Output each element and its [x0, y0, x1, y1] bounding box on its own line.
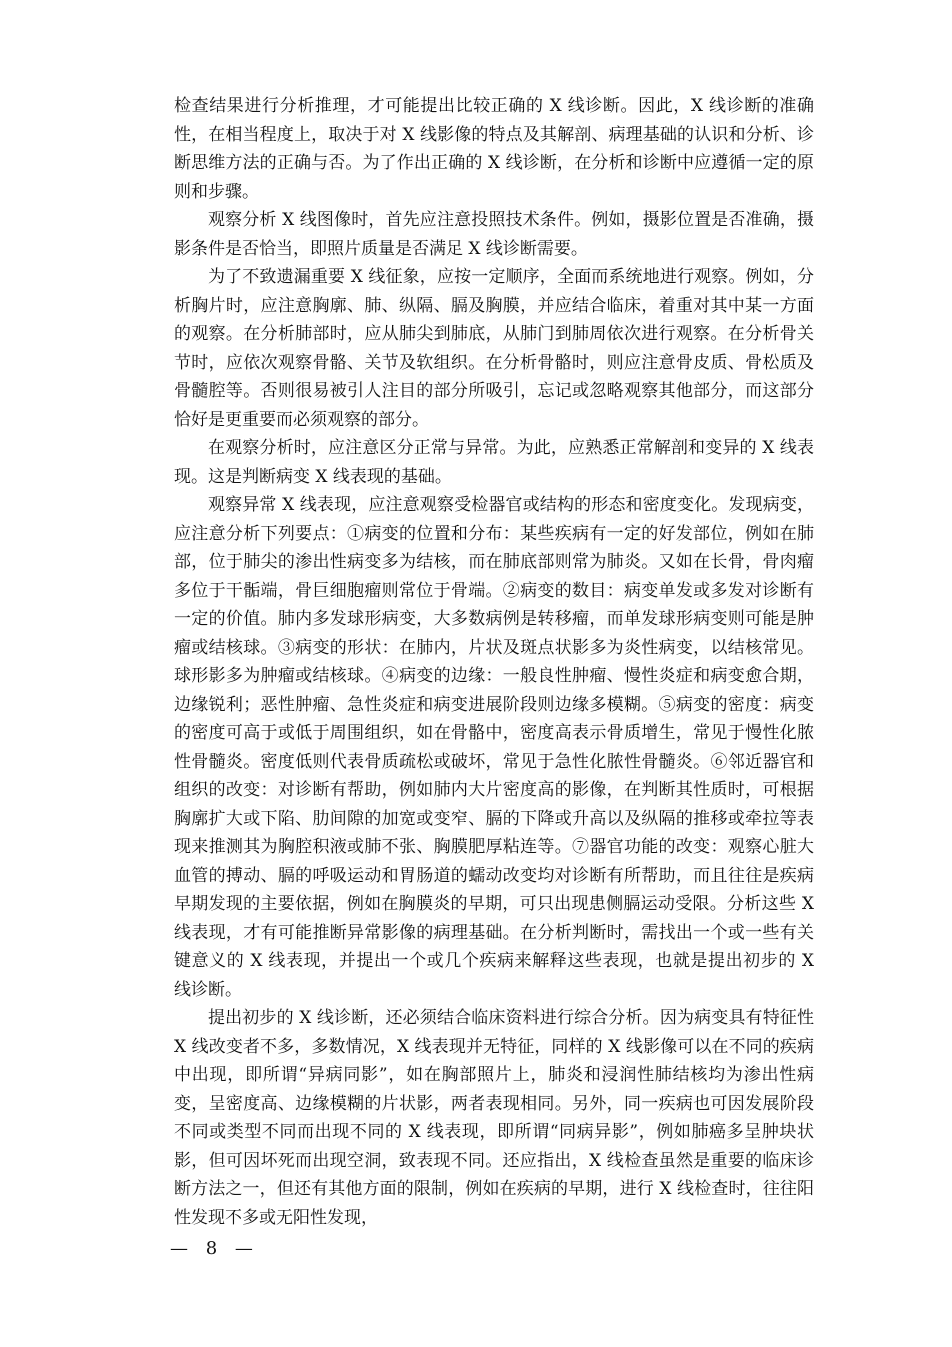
document-body	[174, 92, 814, 1232]
paragraph-systematic-observation: 为了不致遗漏重要 X 线征象，应按一定顺序，全面而系统地进行观察。例如，分析胸片时，应注意胸廓、肺、纵隔、膈及胸膜，并应结合临床，着重对其中某一方面的观察。在分析肺部时，应从肺尖到肺底，从肺门到肺周依次进行观察。在分析骨关节时，应依次观察骨骼、关节及软组织。在分析骨骼时，则应注意骨皮质、骨松质及骨髓腔等。否则很易被引人注目的部分所吸引，忘记或忽略观察其他部分，而这部分恰好是更重要而必须观察的部分。	[174, 267, 814, 430]
page-number: — 8 —	[170, 1238, 259, 1259]
paragraph-abnormal-findings: 观察异常 X 线表现，应注意观察受检器官或结构的形态和密度变化。发现病变，应注意分析下列要点：①病变的位置和分布：某些疾病有一定的好发部位，例如在肺部，位于肺尖的渗出性病变多为结核，而在肺底部则常为肺炎。又如在长骨，骨肉瘤多位于干骺端，骨巨细胞瘤则常位于骨端。②病变的数目：病变单发或多发对诊断有一定的价值。肺内多发球形病变，大多数病例是转移瘤，而单发球形病变则可能是肿瘤或结核球。③病变的形状：在肺内，片状及斑点状影多为炎性病变，以结核常见。球形影多为肿瘤或结核球。④病变的边缘：一般良性肿瘤、慢性炎症和病变愈合期，边缘锐利；恶性肿瘤、急性炎症和病变进展阶段则边缘多模糊。⑤病变的密度：病变的密度可高于或低于周围组织，如在骨骼中，密度高表示骨质增生，常见于慢性化脓性骨髓炎。密度低则代表骨质疏松或破坏，常见于急性化脓性骨髓炎。⑥邻近器官和组织的改变：对诊断有帮助，例如肺内大片密度高的影像，在判断其性质时，可根据胸廓扩大或下陷、肋间隙的加宽或变窄、膈的下降或升高以及纵隔的推移或牵拉等表现来推测其为胸腔积液或肺不张、胸膜肥厚粘连等。⑦器官功能的改变：观察心脏大血管的搏动、膈的呼吸运动和胃肠道的蠕动改变均对诊断有所帮助，而且往往是疾病早期发现的主要依据，例如在胸膜炎的早期，可只出现患侧膈运动受限。分析这些 X 线表现，才有可能推断异常影像的病理基础。在分析判断时，需找出一个或一些有关键意义的 X 线表现，并提出一个或几个疾病来解释这些表现，也就是提出初步的 X 线诊断。	[174, 495, 814, 1000]
paragraph-normal-vs-abnormal: 在观察分析时，应注意区分正常与异常。为此，应熟悉正常解剖和变异的 X 线表现。这是判断病变 X 线表现的基础。	[174, 438, 814, 487]
paragraph-technique: 观察分析 X 线图像时，首先应注意投照技术条件。例如，摄影位置是否准确，摄影条件是否恰当，即照片质量是否满足 X 线诊断需要。	[174, 210, 814, 259]
paragraph-clinical-correlation: 提出初步的 X 线诊断，还必须结合临床资料进行综合分析。因为病变具有特征性 X 线改变者不多，多数情况，X 线表现并无特征，同样的 X 线影像可以在不同的疾病中出现，即所谓“异病同影”，如在胸部照片上，肺炎和浸润性肺结核均为渗出性病变，呈密度高、边缘模糊的片状影，两者表现相同。另外，同一疾病也可因发展阶段不同或类型不同而出现不同的 X 线表现，即所谓“同病异影”，例如肺癌多呈肿块状影，但可因坏死而出现空洞，致表现不同。还应指出，X 线检查虽然是重要的临床诊断方法之一，但还有其他方面的限制，例如在疾病的早期，进行 X 线检查时，往往阳性发现不多或无阳性发现，	[174, 1008, 814, 1228]
paragraph-continuation: 检查结果进行分析推理，才可能提出比较正确的 X 线诊断。因此，X 线诊断的准确性，在相当程度上，取决于对 X 线影像的特点及其解剖、病理基础的认识和分析、诊断思维方法的正确与否。为了作出正确的 X 线诊断，在分析和诊断中应遵循一定的原则和步骤。	[174, 96, 814, 202]
